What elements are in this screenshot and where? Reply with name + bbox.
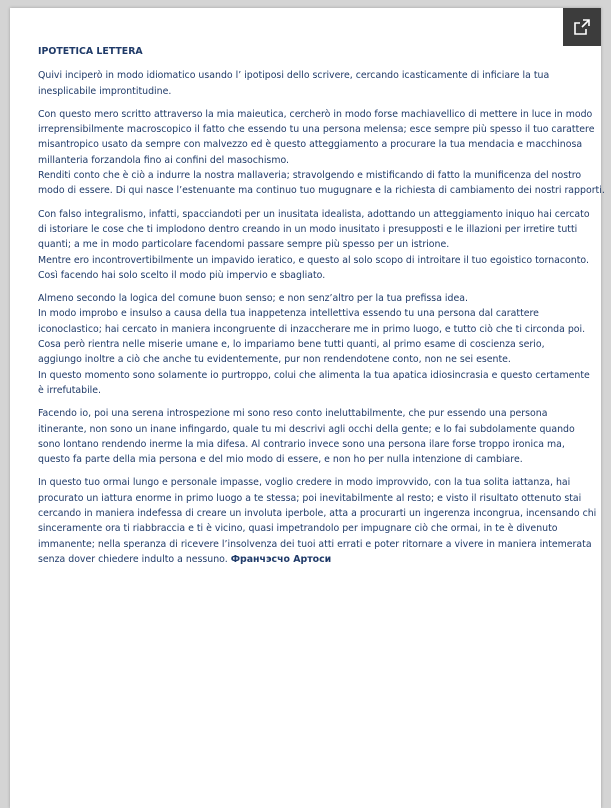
paragraph-line: itinerante, non sono un inane infingardo, quale tu mi descrivi agli occhi della gente; e lo fai subdolamente quando — [38, 423, 575, 435]
paragraph-line: cercando in maniera indefessa di creare un involuta iperbole, atta a procurarti un ingerenza incongrua, incensando chi — [38, 508, 597, 520]
paragraph — [38, 406, 578, 467]
paragraph-line: di istoriare le cose che ti implodono dentro creando in un modo inusitato i presupposti e le illazioni per irretire tutti — [38, 223, 578, 235]
letter-content — [38, 44, 605, 575]
paragraph-line: aggiungo inoltre a ciò che anche tu evidentemente, pur non rendendotene conto, non ne sei esente. — [38, 354, 511, 366]
paragraph-line: inesplicabile improntitudine. — [38, 85, 172, 97]
paragraph-line: sinceramente ora ti riabbraccia e ti è vicino, quasi impetrandolo per impugnare ciò che ormai, in te è divenuto — [38, 523, 558, 535]
paragraph-line: senza dover chiedere indulto a nessuno. Франчэсчо Артоси — [38, 553, 332, 565]
paragraph-line: procurato un iattura enorme in primo luogo a te stessa; poi inevitabilmente al resto; e visto il risultato ottenuto stai — [38, 492, 582, 504]
paragraph-line: Mentre ero incontrovertibilmente un impavido ieratico, e questo al solo scopo di introitare il tuo egoistico tornaconto. — [38, 254, 589, 266]
signature: Франчэсчо Артоси — [230, 553, 332, 565]
popout-button[interactable] — [563, 8, 601, 46]
document-title: IPOTETICA LETTERA — [38, 46, 143, 57]
paragraph-line: Facendo io, poi una serena introspezione mi sono reso conto ineluttabilmente, che pur essendo una persona — [38, 408, 548, 420]
paragraph-line: quanti; a me in modo particolare facendomi passare sempre più spesso per un istrione. — [38, 239, 450, 251]
paragraph-line: Quivi inciperò in modo idiomatico usando l’ ipotiposi dello scrivere, cercando icasticamente di inficiare la tua — [38, 70, 550, 82]
paragraph-line: In modo improbo e insulso a causa della tua inappetenza intellettiva essendo tu una persona dal carattere — [38, 308, 539, 320]
paragraph-line: misantropico usato da sempre con malvezzo ed è questo atteggiamento a procurare la tua mendacia e macchinosa — [38, 139, 583, 151]
paragraph-line: Almeno secondo la logica del comune buon senso; e non senz’altro per la tua prefissa idea. — [38, 293, 468, 305]
paragraph — [38, 291, 590, 398]
paragraph-line: Così facendo hai solo scelto il modo più impervio e sbagliato. — [38, 269, 326, 281]
paragraph — [38, 68, 578, 99]
paragraph-line: iconoclastico; hai cercato in maniera incongruente di inzaccherare me in primo luogo, e tutto ciò che ti circonda poi. — [38, 323, 586, 335]
paragraph-line: modo di essere. Di qui nasce l’estenuante ma continuo tuo mugugnare e la richiesta di cambiamento dei nostri rapporti. — [38, 185, 605, 197]
paragraph-line: sono lontano rendendo inerme la mia difesa. Al contrario invece sono una persona ilare forse troppo ironica ma, — [38, 438, 565, 450]
paragraph-line: è irrefutabile. — [38, 384, 102, 396]
open-in-new-window-icon — [574, 19, 590, 35]
paragraph-line: Con questo mero scritto attraverso la mia maieutica, cercherò in modo forse machiavellico di mettere in luce in modo — [38, 108, 593, 120]
paragraph — [38, 207, 590, 283]
paragraph-line: immanente; nella speranza di ricevere l’insolvenza dei tuoi atti errati e poter ritornare a vivere in maniera intemerata — [38, 538, 592, 550]
paragraph-line: Con falso integralismo, infatti, spacciandoti per un inusitata idealista, adottando un atteggiamento iniquo hai cercato — [38, 208, 590, 220]
paragraph-line: Cosa però rientra nelle miserie umane e, lo impariamo bene tutti quanti, al primo esame di coscienza serio, — [38, 339, 545, 351]
paragraph-line: millanteria forzandola fino ai confini del masochismo. — [38, 154, 290, 166]
paragraph-line: questo fa parte della mia persona e del mio modo di essere, e non ho per nulla intenzione di cambiare. — [38, 454, 523, 466]
paragraph-line: In questo tuo ormai lungo e personale impasse, voglio credere in modo improvvido, con la tua solita iattanza, hai — [38, 477, 571, 489]
paragraph-line: In questo momento sono solamente io purtroppo, colui che alimenta la tua apatica idiosincrasia e questo certamente — [38, 369, 590, 381]
document-page — [10, 8, 605, 808]
paragraph — [38, 475, 597, 567]
letter-body — [38, 68, 605, 567]
paragraph-line: irreprensibilmente macroscopico il fatto che essendo tu una persona melensa; esce sempre più spesso il tuo carattere — [38, 124, 595, 136]
paragraph — [38, 107, 605, 199]
paragraph-line: Renditi conto che è ciò a indurre la nostra mallaveria; stravolgendo e mistificando di fatto la munificenza del nostro — [38, 170, 582, 182]
